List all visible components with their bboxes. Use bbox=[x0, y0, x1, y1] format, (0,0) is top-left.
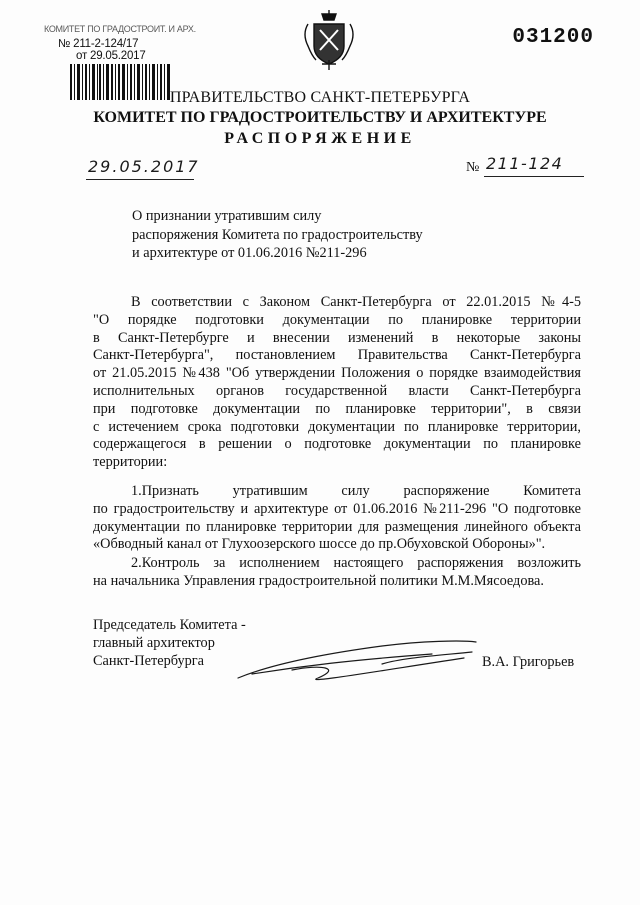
paragraph-line: исполнительных органов государственной власти Санкт-Петербурга bbox=[93, 382, 581, 399]
paragraph-line: В соответствии с Законом Санкт-Петербурга от 22.01.2015 №4-5 bbox=[131, 294, 581, 310]
handwritten-signature bbox=[232, 634, 482, 686]
registration-stamp-header: КОМИТЕТ ПО ГРАДОСТРОИТ. И АРХ. bbox=[44, 24, 196, 34]
paragraph-line: содержащегося в решении о подготовке документации по планировке bbox=[93, 436, 581, 453]
paragraph-line: «Обводный канал от Глухоозерского шоссе до пр.Обуховской Обороны»". bbox=[93, 536, 546, 553]
document-type-title: РАСПОРЯЖЕНИЕ bbox=[224, 130, 416, 147]
document-number: 031200 bbox=[512, 26, 594, 49]
subject-line: и архитектуре от 01.06.2016 №211-296 bbox=[132, 245, 367, 262]
registration-stamp-date: от 29.05.2017 bbox=[76, 50, 146, 62]
signatory-name: В.А. Григорьев bbox=[482, 654, 575, 670]
paragraph-line: Санкт-Петербурга", постановлением Правительства Санкт-Петербурга bbox=[93, 347, 581, 364]
paragraph-line: документации по планировке территории для размещения линейного объекта bbox=[93, 518, 581, 535]
paragraph-line: 1.Признать утратившим силу распоряжение Комитета bbox=[131, 483, 581, 499]
preamble-paragraph bbox=[93, 294, 581, 472]
registration-stamp-number: № 211-2-124/17 bbox=[58, 38, 139, 50]
number-underline bbox=[484, 176, 584, 177]
order-number-label: № bbox=[466, 160, 480, 175]
paragraph-line: с истечением срока подготовки документации по планировке территории, bbox=[93, 418, 581, 435]
paragraph-line: при подготовке документации по планировке территории", в связи bbox=[93, 400, 581, 417]
signatory-title-line: главный архитектор bbox=[93, 634, 215, 651]
item-2-paragraph bbox=[93, 555, 581, 591]
paragraph-line: от 21.05.2015 №438 "Об утверждении Положения о порядке взаимодействия bbox=[93, 365, 581, 382]
committee-title: КОМИТЕТ ПО ГРАДОСТРОИТЕЛЬСТВУ И АРХИТЕКТУРЕ bbox=[93, 109, 547, 126]
signatory-title-line: Председатель Комитета - bbox=[93, 617, 246, 633]
order-number: 211-124 bbox=[486, 154, 564, 173]
signatory-title bbox=[93, 617, 246, 670]
paragraph-line: "О порядке подготовки документации по планировке территории bbox=[93, 311, 581, 328]
coat-of-arms-icon bbox=[300, 10, 358, 72]
order-subject bbox=[132, 207, 423, 263]
paragraph-line: 2.Контроль за исполнением настоящего распоряжения возложить bbox=[131, 555, 581, 571]
paragraph-line: в Санкт-Петербурге и внесении изменений в некоторые законы bbox=[93, 329, 581, 346]
paragraph-line: по градостроительству и архитектуре от 01.06.2016 №211-296 "О подготовке bbox=[93, 500, 581, 517]
item-1-paragraph bbox=[93, 483, 581, 554]
government-title: ПРАВИТЕЛЬСТВО САНКТ-ПЕТЕРБУРГА bbox=[169, 89, 471, 106]
subject-line: О признании утратившим силу bbox=[132, 208, 322, 224]
date-underline bbox=[86, 179, 194, 180]
paragraph-line: территории: bbox=[93, 454, 168, 471]
signatory-title-line: Санкт-Петербурга bbox=[93, 652, 204, 669]
order-date: 29.05.2017 bbox=[88, 157, 200, 176]
paragraph-line: на начальника Управления градостроительной политики М.М.Мясоедова. bbox=[93, 572, 544, 589]
subject-line: распоряжения Комитета по градостроительству bbox=[132, 226, 423, 243]
